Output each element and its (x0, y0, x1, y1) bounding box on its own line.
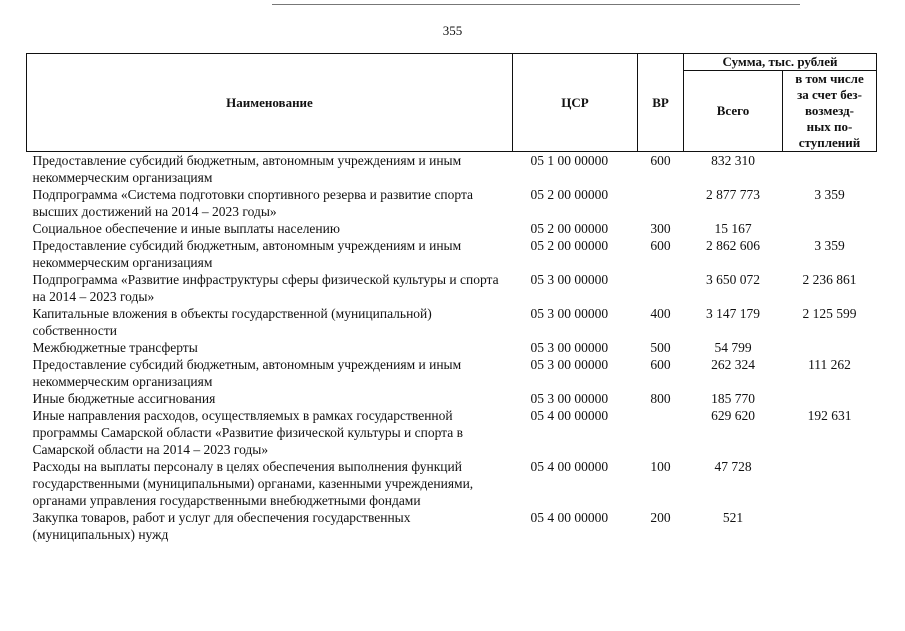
table-row (27, 339, 877, 356)
table-body (27, 152, 877, 544)
table-row (27, 237, 877, 271)
row-csr: 05 4 00 00000 (530, 459, 609, 474)
row-total: 262 324 (711, 357, 755, 372)
row-csr: 05 3 00 00000 (530, 340, 609, 355)
row-csr: 05 3 00 00000 (530, 272, 609, 287)
row-vr: 800 (650, 391, 671, 406)
budget-table (26, 53, 877, 543)
row-name: Подпрограмма «Система подготовки спортивного резерва и развитие спорта высших достижений на 2014 – 2023 годы» (32, 187, 473, 219)
row-csr: 05 2 00 00000 (530, 187, 609, 202)
row-name: Иные бюджетные ассигнования (32, 391, 216, 406)
table-row (27, 152, 877, 187)
row-name: Межбюджетные трансферты (32, 340, 198, 355)
row-vr: 400 (650, 306, 671, 321)
row-csr: 05 4 00 00000 (530, 408, 609, 423)
table-row (27, 186, 877, 220)
row-free (783, 458, 877, 509)
table-row (27, 305, 877, 339)
row-name: Капитальные вложения в объекты государственной (муниципальной) собственности (32, 306, 432, 338)
row-total: 3 650 072 (706, 272, 760, 287)
row-free: 2 236 861 (802, 272, 857, 287)
header-total: Всего (684, 71, 783, 152)
row-vr: 200 (650, 510, 671, 525)
row-total: 54 799 (714, 340, 752, 355)
row-total: 15 167 (714, 221, 752, 236)
row-free: 192 631 (807, 408, 852, 423)
row-free (783, 509, 877, 543)
row-free (783, 390, 877, 407)
row-total: 185 770 (711, 391, 755, 406)
row-vr (638, 271, 684, 305)
row-name: Предоставление субсидий бюджетным, автономным учреждениям и иным некоммерческим организациям (32, 153, 462, 185)
header-csr: ЦСР (513, 54, 638, 152)
row-free (783, 220, 877, 237)
row-free: 3 359 (814, 187, 845, 202)
table-row (27, 458, 877, 509)
row-total: 629 620 (711, 408, 755, 423)
row-name: Закупка товаров, работ и услуг для обеспечения государственных (муниципальных) нужд (32, 510, 411, 542)
row-total: 3 147 179 (706, 306, 760, 321)
row-free: 2 125 599 (802, 306, 857, 321)
page-number: 355 (442, 23, 463, 38)
row-name: Расходы на выплаты персоналу в целях обеспечения выполнения функций государственными (муниципальными) органами, казенными учреждениями, органами управления государственными внебюджетными фондами (32, 459, 474, 508)
top-rule (272, 4, 800, 5)
table-row (27, 407, 877, 458)
row-total: 2 862 606 (706, 238, 760, 253)
row-name: Социальное обеспечение и иные выплаты населению (32, 221, 340, 236)
row-total: 47 728 (714, 459, 752, 474)
row-csr: 05 4 00 00000 (530, 510, 609, 525)
row-csr: 05 2 00 00000 (530, 238, 609, 253)
row-csr: 05 3 00 00000 (530, 306, 609, 321)
row-vr: 100 (650, 459, 671, 474)
row-vr: 300 (650, 221, 671, 236)
row-name: Иные направления расходов, осуществляемых в рамках государственной программы Самарской области «Развитие физической культуры и спорта в Самарской области на 2014 – 2023 годы» (32, 408, 463, 457)
row-vr: 600 (650, 153, 671, 168)
row-vr (638, 407, 684, 458)
header-free: в том числе за счет без- возмезд- ных по- ступлений (783, 71, 877, 152)
row-vr: 600 (650, 357, 671, 372)
row-free (783, 152, 877, 187)
row-csr: 05 3 00 00000 (530, 357, 609, 372)
row-total: 832 310 (711, 153, 755, 168)
row-vr: 600 (650, 238, 671, 253)
table-row (27, 220, 877, 237)
header-name: Наименование (27, 54, 513, 152)
header-vr: ВР (638, 54, 684, 152)
row-free (783, 339, 877, 356)
row-free: 3 359 (814, 238, 845, 253)
table-row (27, 356, 877, 390)
table-header (27, 54, 877, 152)
row-name: Подпрограмма «Развитие инфраструктуры сферы физической культуры и спорта на 2014 – 2023 годы» (32, 272, 499, 304)
table-row (27, 271, 877, 305)
table-row (27, 390, 877, 407)
row-csr: 05 2 00 00000 (530, 221, 609, 236)
row-vr: 500 (650, 340, 671, 355)
header-sum-group: Сумма, тыс. рублей (684, 54, 877, 71)
row-free: 111 262 (808, 357, 851, 372)
row-vr (638, 186, 684, 220)
row-total: 521 (722, 510, 744, 525)
table-row (27, 509, 877, 543)
row-total: 2 877 773 (706, 187, 760, 202)
row-csr: 05 1 00 00000 (530, 153, 609, 168)
row-name: Предоставление субсидий бюджетным, автономным учреждениям и иным некоммерческим организациям (32, 357, 462, 389)
row-csr: 05 3 00 00000 (530, 391, 609, 406)
row-name: Предоставление субсидий бюджетным, автономным учреждениям и иным некоммерческим организациям (32, 238, 462, 270)
